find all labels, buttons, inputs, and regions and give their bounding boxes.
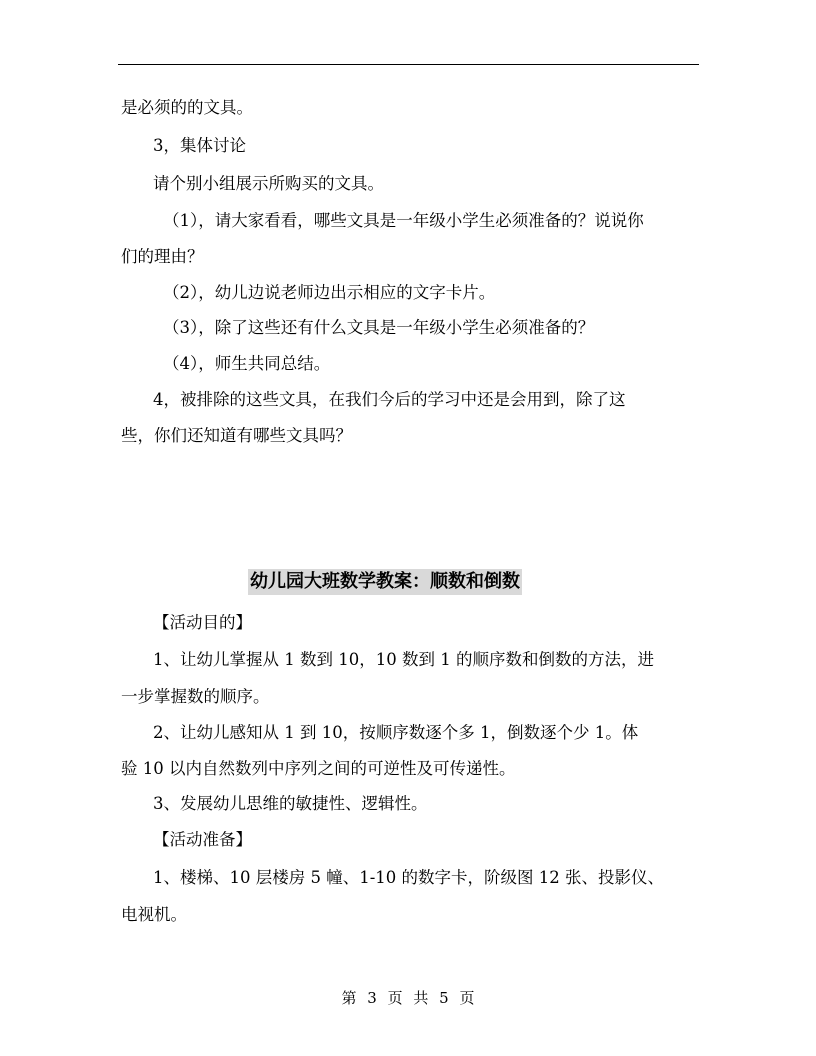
text-line: 请个别小组展示所购买的文具。: [153, 174, 384, 193]
header-rule: [118, 64, 699, 65]
text-line: 一步掌握数的顺序。: [121, 687, 270, 706]
text-line: 是必须的的文具。: [121, 98, 253, 117]
page-footer: 第 3 页 共 5 页: [341, 989, 475, 1007]
section-heading: 【活动准备】: [153, 830, 252, 849]
text-line: 电视机。: [121, 905, 187, 924]
text-line: 3、发展幼儿思维的敏捷性、逻辑性。: [153, 794, 428, 813]
text-line: （1），请大家看看，哪些文具是一年级小学生必须准备的？说说你: [163, 211, 644, 230]
section-title: 幼儿园大班数学教案：顺数和倒数: [248, 569, 522, 595]
text-line: （4），师生共同总结。: [163, 354, 331, 373]
text-line: （2），幼儿边说老师边出示相应的文字卡片。: [163, 283, 496, 302]
text-line: （3），除了这些还有什么文具是一年级小学生必须准备的？: [163, 318, 595, 337]
text-line: 4，被排除的这些文具，在我们今后的学习中还是会用到，除了这: [153, 390, 626, 409]
text-line: 1、让幼儿掌握从 1 数到 10，10 数到 1 的顺序数和倒数的方法，进: [153, 650, 654, 669]
section-heading: 【活动目的】: [153, 613, 252, 632]
text-line: 1、楼梯、10 层楼房 5 幢、1-10 的数字卡，阶级图 12 张、投影仪、: [153, 868, 665, 887]
text-line: 验 10 以内自然数列中序列之间的可逆性及可传递性。: [121, 759, 516, 778]
text-line: 些，你们还知道有哪些文具吗？: [121, 426, 352, 445]
text-line: 3，集体讨论: [153, 136, 246, 155]
text-line: 2、让幼儿感知从 1 到 10，按顺序数逐个多 1，倒数逐个少 1。体: [153, 723, 639, 742]
text-line: 们的理由？: [121, 247, 204, 266]
